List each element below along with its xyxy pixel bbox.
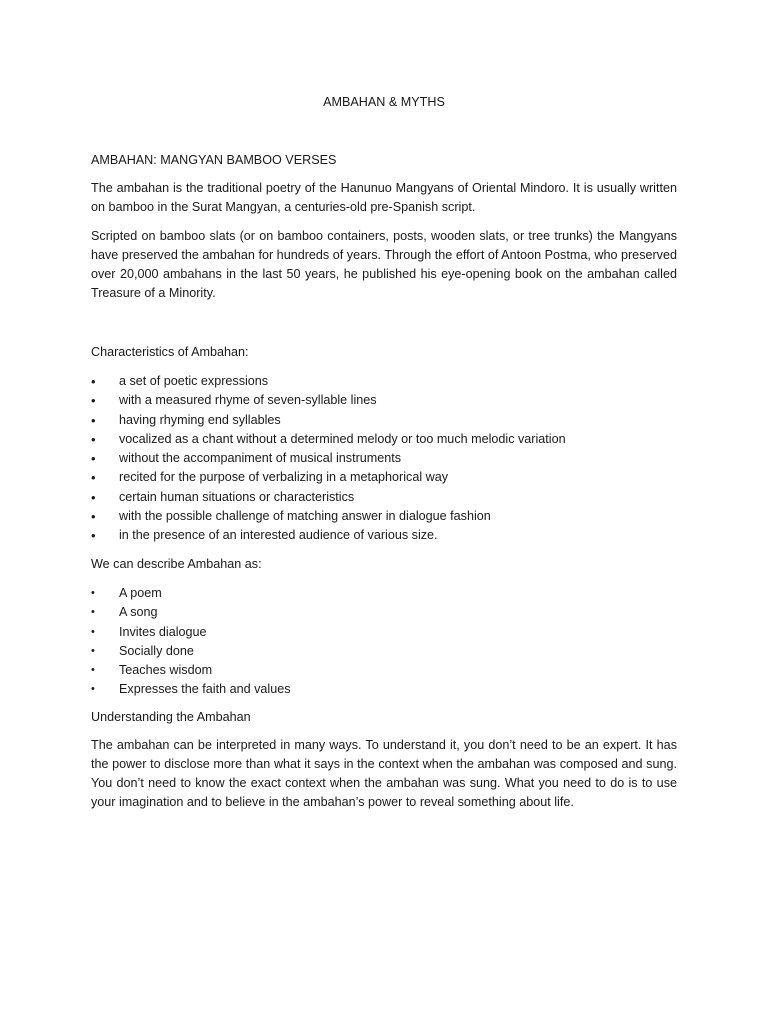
- bullet-icon: •: [91, 587, 95, 599]
- bullet-icon: •: [91, 431, 96, 447]
- list-item-text: having rhyming end syllables: [119, 412, 281, 427]
- bullet-icon: •: [91, 489, 96, 505]
- list-item: [91, 661, 677, 680]
- list-item: [91, 372, 677, 391]
- list-item-text: vocalized as a chant without a determined melody or too much melodic variation: [119, 431, 566, 446]
- list-item-text: without the accompaniment of musical instruments: [119, 451, 402, 466]
- bullet-icon: •: [91, 393, 96, 409]
- characteristics-list: [91, 372, 677, 546]
- describe-heading: We can describe Ambahan as:: [91, 557, 262, 571]
- characteristics-heading: Characteristics of Ambahan:: [91, 345, 249, 359]
- list-item-text: with a measured rhyme of seven-syllable lines: [119, 393, 377, 408]
- bullet-icon: •: [91, 625, 95, 638]
- understanding-heading: Understanding the Ambahan: [91, 710, 251, 724]
- list-item: [91, 430, 677, 449]
- list-item: [91, 603, 677, 622]
- bullet-icon: •: [91, 412, 96, 428]
- list-item-text: certain human situations or characteristics: [119, 489, 355, 504]
- section-heading: AMBAHAN: MANGYAN BAMBOO VERSES: [91, 153, 337, 167]
- paragraph-intro: The ambahan is the traditional poetry of the Hanunuo Mangyans of Oriental Mindoro. It is usually written on bamboo in the Surat Mangyan, a centuries-old pre-Spanish script.: [91, 181, 677, 214]
- list-item-text: A song: [119, 605, 158, 620]
- list-item-text: A poem: [119, 586, 162, 600]
- list-item-text: with the possible challenge of matching answer in dialogue fashion: [119, 509, 491, 524]
- list-item-text: Invites dialogue: [119, 624, 207, 639]
- list-item: [91, 449, 677, 468]
- list-item: [91, 411, 677, 430]
- bullet-icon: •: [91, 509, 96, 525]
- bullet-icon: •: [91, 470, 96, 486]
- bullet-icon: •: [91, 451, 96, 467]
- list-item: [91, 488, 677, 507]
- list-item: [91, 680, 677, 699]
- list-item: [91, 584, 677, 603]
- list-item: [91, 507, 677, 526]
- bullet-icon: •: [91, 528, 96, 544]
- bullet-icon: •: [91, 374, 96, 389]
- bullet-icon: •: [91, 683, 95, 696]
- list-item-text: in the presence of an interested audience of various size.: [119, 528, 438, 543]
- bullet-icon: •: [91, 664, 95, 677]
- descriptions-list: [91, 584, 677, 700]
- bullet-icon: •: [91, 606, 95, 619]
- list-item-text: Expresses the faith and values: [119, 682, 291, 697]
- list-item: [91, 623, 677, 642]
- document-title: AMBAHAN & MYTHS: [323, 95, 445, 109]
- list-item-text: recited for the purpose of verbalizing in a metaphorical way: [119, 470, 449, 485]
- paragraph-history: Scripted on bamboo slats (or on bamboo containers, posts, wooden slats, or tree trunks) the Mangyans have preserved the ambahan for hundreds of years. Through the effort of Antoon Postma, who preserved over 20,000 ambahans in the last 50 years, he published his eye-opening book on the ambahan called Treasure of a Minority.: [91, 229, 677, 300]
- list-item-text: a set of poetic expressions: [119, 374, 269, 388]
- list-item-text: Teaches wisdom: [119, 663, 213, 678]
- paragraph-understanding: The ambahan can be interpreted in many ways. To understand it, you don’t need to be an expert. It has the power to disclose more than what it says in the context when the ambahan was composed and sung. You don’t need to know the exact context when the ambahan was sung. What you need to do is to use your imagination and to believe in the ambahan’s power to reveal something about life.: [91, 738, 677, 809]
- list-item: [91, 642, 677, 661]
- list-item: [91, 391, 677, 410]
- list-item-text: Socially done: [119, 643, 194, 658]
- bullet-icon: •: [91, 644, 95, 657]
- list-item: [91, 526, 677, 545]
- list-item: [91, 468, 677, 487]
